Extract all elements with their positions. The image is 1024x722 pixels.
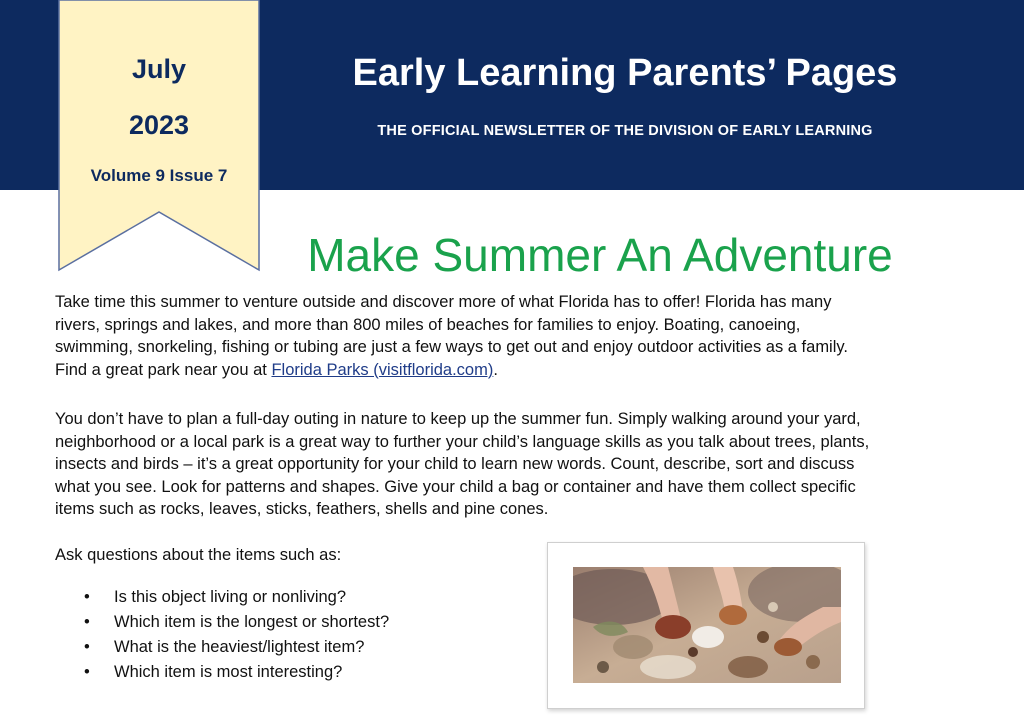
issue-year: 2023 (128, 110, 190, 140)
paragraph-line: Take time this summer to venture outside and discover more of what Florida has to offer! Florida has many (55, 293, 832, 311)
list-item (84, 585, 389, 610)
issue-volume: Volume 9 Issue 7 (90, 166, 228, 185)
link-suffix: . (493, 360, 498, 379)
article-headline: Make Summer An Adventure (307, 229, 893, 281)
question-text: Which item is the longest or shortest? (114, 613, 390, 631)
question-text: What is the heaviest/lightest item? (114, 638, 365, 656)
list-item (84, 635, 389, 660)
list-item (84, 660, 389, 685)
issue-month: July (131, 54, 187, 84)
florida-parks-link[interactable]: Florida Parks (visitflorida.com) (271, 360, 494, 379)
questions-intro: Ask questions about the items such as: (55, 546, 342, 564)
paragraph-line: swimming, snorkeling, fishing or tubing are just a few ways to get out and enjoy outdoor activities as a family. (55, 338, 848, 356)
paragraph-line: what you see. Look for patterns and shapes. Give your child a bag or container and have them collect specific (55, 477, 856, 496)
newsletter-subtitle: THE OFFICIAL NEWSLETTER OF THE DIVISION OF EARLY LEARNING (377, 123, 873, 139)
question-text: Is this object living or nonliving? (114, 588, 347, 606)
bullet-icon: • (84, 663, 90, 681)
link-prefix: Find a great park near you at (55, 360, 272, 379)
bullet-icon: • (84, 638, 90, 656)
nature-items-photo (573, 567, 841, 683)
paragraph-line: neighborhood or a local park is a great way to further your child’s language skills as you talk about trees, plants, (55, 432, 870, 451)
question-text: Which item is most interesting? (114, 663, 343, 681)
nature-items-photo-frame (547, 542, 865, 709)
bullet-icon: • (84, 613, 90, 631)
paragraph-line: rivers, springs and lakes, and more than 800 miles of beaches for families to enjoy. Boating, canoeing, (55, 315, 801, 334)
article-paragraph-1 (55, 291, 985, 381)
list-item (84, 610, 389, 635)
article-paragraph-2 (55, 408, 985, 521)
bullet-icon: • (84, 588, 90, 606)
paragraph-line: insects and birds – it’s a great opportunity for your child to learn new words. Count, describe, sort and discuss (55, 455, 855, 473)
question-list (84, 585, 389, 685)
paragraph-line: You don’t have to plan a full-day outing in nature to keep up the summer fun. Simply walking around your yard, (55, 410, 861, 428)
paragraph-line (55, 359, 985, 382)
issue-ribbon (58, 0, 260, 272)
newsletter-title: Early Learning Parents’ Pages (352, 52, 898, 94)
paragraph-line: items such as rocks, leaves, sticks, feathers, shells and pine cones. (55, 500, 549, 518)
